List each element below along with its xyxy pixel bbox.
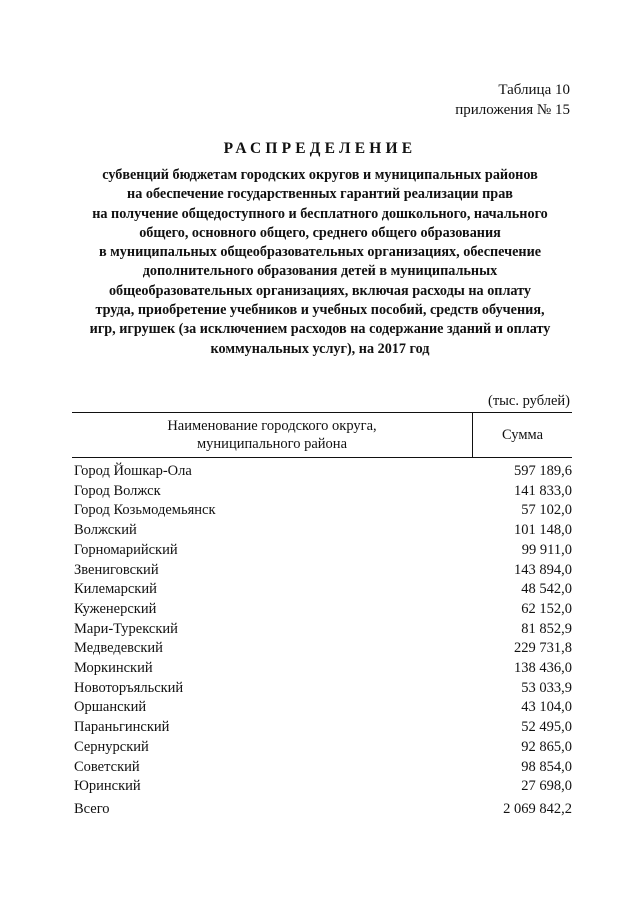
row-name: Килемарский [74,581,157,598]
table-row [72,698,572,718]
column-header-sum: Сумма [473,413,573,458]
row-sum: 43 104,0 [521,699,572,716]
units-label: (тыс. рублей) [488,393,570,409]
row-sum: 52 495,0 [521,719,572,736]
subtitle-line: общеобразовательных организациях, включая расходы на оплату [108,282,532,299]
table-total-row [72,797,572,820]
table-row [72,777,572,797]
subtitle-line: коммунальных услуг), на 2017 год [210,340,430,357]
table-row [72,659,572,679]
document-subtitle [40,166,600,359]
row-sum: 27 698,0 [521,778,572,795]
distribution-table-container [72,412,572,820]
table-row [72,758,572,778]
row-sum: 92 865,0 [521,738,572,755]
row-sum: 143 894,0 [514,561,572,578]
row-name: Моркинский [74,660,153,677]
table-row [72,580,572,600]
table-row [72,620,572,640]
table-row [72,738,572,758]
column-header-name-line: Наименование городского округа, [167,418,377,434]
row-sum: 57 102,0 [521,502,572,519]
table-row [72,482,572,502]
table-row [72,561,572,581]
distribution-table [72,412,572,820]
row-sum: 101 148,0 [514,522,572,539]
subtitle-line: в муниципальных общеобразовательных организациях, обеспечение [98,244,542,261]
total-sum: 2 069 842,2 [503,800,572,817]
row-sum: 138 436,0 [514,660,572,677]
table-reference-number: Таблица 10 [498,82,570,98]
total-label: Всего [74,800,110,817]
subtitle-line: субвенций бюджетам городских округов и муниципальных районов [102,167,538,183]
table-row [72,541,572,561]
table-row [72,458,572,482]
row-name: Город Йошкар-Ола [74,463,192,479]
row-sum: 53 033,9 [521,679,572,696]
row-name: Волжский [74,522,137,539]
subtitle-line: дополнительного образования детей в муниципальных [142,263,498,280]
row-name: Параньгинский [74,719,170,736]
row-name: Город Волжск [74,482,161,499]
row-name: Медведевский [74,640,163,657]
row-name: Город Козьмодемьянск [74,502,216,519]
subtitle-line: на получение общедоступного и бесплатного дошкольного, начального [92,205,548,222]
row-name: Оршанский [74,699,147,716]
row-name: Советский [74,758,140,775]
document-title: РАСПРЕДЕЛЕНИЕ [223,140,417,157]
row-sum: 99 911,0 [521,541,572,558]
table-row [72,501,572,521]
row-sum: 48 542,0 [521,581,572,598]
subtitle-line: труда, приобретение учебников и учебных пособий, средств обучения, [95,302,545,319]
appendix-reference: приложения № 15 [455,102,570,118]
table-header-row [72,413,572,458]
table-row [72,639,572,659]
table-row [72,600,572,620]
row-sum: 229 731,8 [514,640,572,657]
row-name: Мари-Турекский [74,620,178,637]
row-sum: 62 152,0 [521,600,572,617]
row-name: Куженерский [74,600,157,617]
column-header-name [72,413,473,458]
subtitle-line: на обеспечение государственных гарантий реализации прав [127,186,513,203]
table-row [72,521,572,541]
row-sum: 81 852,9 [521,620,572,637]
table-row [72,679,572,699]
row-sum: 98 854,0 [521,758,572,775]
row-name: Звениговский [74,561,159,578]
row-name: Сернурский [74,738,149,755]
table-row [72,718,572,738]
subtitle-line: игр, игрушек (за исключением расходов на содержание зданий и оплату [89,321,551,338]
subtitle-line: общего, основного общего, среднего общего образования [139,224,501,241]
row-name: Горномарийский [74,541,178,558]
row-sum: 597 189,6 [514,463,572,479]
row-name: Юринский [74,778,141,795]
row-name: Новоторъяльский [74,679,184,696]
column-header-name-line: муниципального района [197,436,347,452]
row-sum: 141 833,0 [514,482,572,499]
